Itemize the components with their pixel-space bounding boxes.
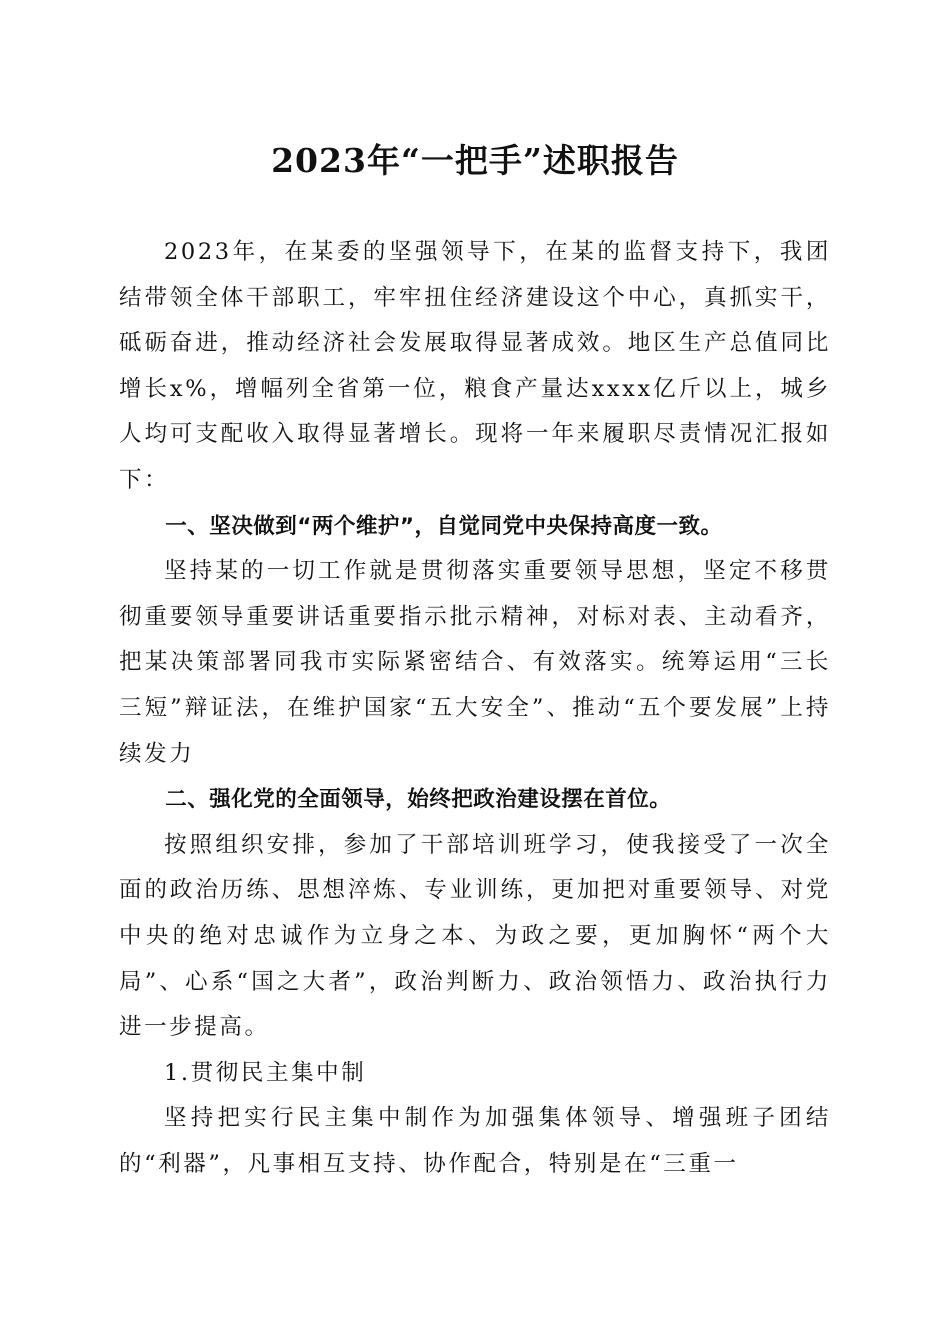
document-title: 2023年“一把手”述职报告 (271, 141, 679, 180)
subsection-1-heading: 1.贯彻民主集中制 (164, 1059, 367, 1086)
section-2-paragraph: 按照组织安排，参加了干部培训班学习，使我接受了一次全面的政治历练、思想淬炼、专业训练，更加把对重要领导、对党中央的绝对忠诚作为立身之本、为政之要，更加胸怀“两个大局”、心系“国之大者”，政治判断力、政治领悟力、政治执行力进一步提高。 (119, 831, 831, 1041)
section-1-heading: 一、坚决做到“两个维护”，自觉同党中央保持高度一致。 (165, 513, 723, 539)
subsection-1-paragraph: 坚持把实行民主集中制作为加强集体领导、增强班子团结的“利器”，凡事相互支持、协作配合，特别是在“三重一 (119, 1105, 831, 1177)
section-2-heading: 二、强化党的全面领导，始终把政治建设摆在首位。 (165, 787, 672, 813)
section-1-paragraph: 坚持某的一切工作就是贯彻落实重要领导思想，坚定不移贯彻重要领导重要讲话重要指示批示精神，对标对表、主动看齐，把某决策部署同我市实际紧密结合、有效落实。统筹运用“三长三短”辩证法，在维护国家“五大安全”、推动“五个要发展”上持续发力 (119, 558, 831, 767)
intro-paragraph: 2023年，在某委的坚强领导下，在某的监督支持下，我团结带领全体干部职工，牢牢扭住经济建设这个中心，真抓实干，砥砺奋进，推动经济社会发展取得显著成效。地区生产总值同比增长x%，增幅列全省第一位，粮食产量达xxxx亿斤以上，城乡人均可支配收入取得显著增长。现将一年来履职尽责情况汇报如下： (119, 239, 831, 493)
document-body (119, 230, 831, 1187)
